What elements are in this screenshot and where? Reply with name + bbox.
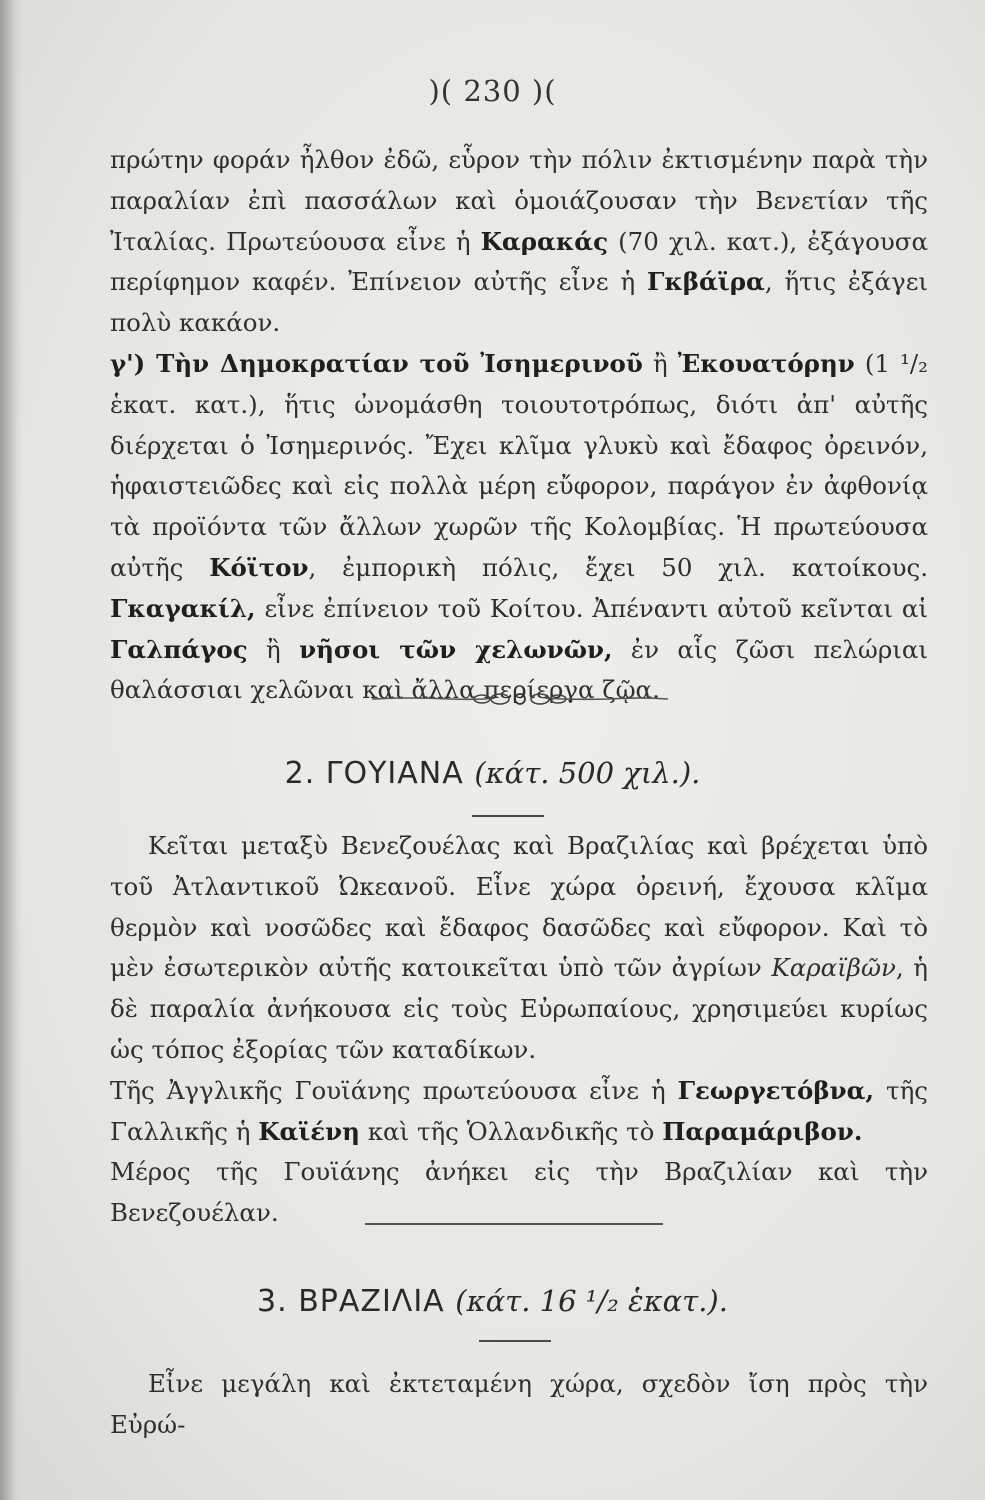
paragraph: πρώτην φοράν ἦλθον ἐδῶ, εὗρον τὴν πόλιν ἐκτισμένην παρὰ τὴν παραλίαν ἐπὶ πασσάλων καὶ ὁμοιάζουσαν τὴν Βενετίαν τῆς Ἰταλίας. Πρωτεύουσα εἶνε ἡ Καρακάς (70 χιλ. κατ.), ἐξάγουσα περίφημον καφέν. Ἐπίνειον αὐτῆς εἶνε ἡ Γκβάϊρα, ἥτις ἐξάγει πολὺ κακάον.	[110, 145, 928, 338]
place-name: Καϊένη	[258, 1116, 360, 1146]
place-name: Καρακάς	[480, 226, 609, 256]
text-block-colombia	[110, 140, 928, 711]
paragraph: Τῆς Ἀγγλικῆς Γουϊάνης πρωτεύουσα εἶνε ἡ Γεωργετόβνα, τῆς Γαλλικῆς ἡ Καϊένη καὶ τῆς Ὁλλανδικῆς τὸ Παραμάριβον.	[110, 1075, 928, 1146]
ornament-divider	[370, 684, 670, 714]
text-block-brazil	[110, 1364, 928, 1446]
people-name: Καραϊβῶν	[771, 953, 896, 983]
section-number: 3.	[257, 1284, 288, 1319]
heading-underline	[472, 815, 544, 817]
page-number-header: )( 230 )(	[428, 74, 557, 108]
subsection-heading: γ') Τὴν Δημοκρατίαν τοῦ Ἰσημερινοῦ	[110, 348, 643, 378]
section-title: ΓΟΥΙΑΝΑ	[325, 756, 464, 791]
place-name: Γαλπάγος	[110, 634, 248, 664]
place-name: Ἐκουατόρην	[677, 348, 855, 378]
section-area: (κάτ. 500 χιλ.).	[474, 756, 701, 790]
section-heading-guiana	[0, 756, 985, 791]
place-name: Γεωργετόβνα,	[677, 1075, 875, 1105]
section-number: 2.	[284, 756, 316, 791]
place-name: νῆσοι τῶν χελωνῶν,	[299, 634, 613, 664]
section-title: ΒΡΑΖΙΛΙΑ	[298, 1284, 445, 1319]
section-area: (κάτ. 16 ¹/₂ ἑκατ.).	[455, 1284, 728, 1318]
place-name: Κόϊτον	[209, 552, 309, 582]
text-block-guiana	[110, 826, 928, 1234]
paragraph: Μέρος τῆς Γουϊάνης ἀνήκει εἰς τὴν Βραζιλίαν καὶ τὴν Βενεζουέλαν.	[110, 1157, 928, 1228]
section-divider	[365, 1223, 663, 1225]
paragraph: γ') Τὴν Δημοκρατίαν τοῦ Ἰσημερινοῦ ἢ Ἐκουατόρην (1 ¹/₂ ἑκατ. κατ.), ἥτις ὠνομάσθη τοιουτοτρόπως, διότι ἀπ' αὐτῆς διέρχεται ὁ Ἰσημερινός. Ἔχει κλῖμα γλυκὺ καὶ ἔδαφος ὀρεινόν, ἡφαιστειῶδες καὶ εἰς πολλὰ μέρη εὔφορον, παράγον ἐν ἀφθονίᾳ τὰ προϊόντα τῶν ἄλλων χωρῶν τῆς Κολομβίας. Ἡ πρωτεύουσα αὐτῆς Κόϊτον, ἐμπορικὴ πόλις, ἔχει 50 χιλ. κατοίκους. Γκαγακίλ, εἶνε ἐπίνειον τοῦ Κοίτου. Ἀπέναντι αὐτοῦ κεῖνται αἱ Γαλπάγος ἢ νῆσοι τῶν χελωνῶν, ἐν αἷς ζῶσι πελώριαι θαλάσσιαι χελῶναι καὶ ἄλλα περίεργα ζῷα.	[110, 348, 929, 705]
place-name: Γκαγακίλ,	[110, 593, 256, 623]
page-binding-edge	[0, 0, 22, 1500]
place-name: Παραμάριβον.	[662, 1116, 863, 1146]
heading-underline	[479, 1340, 551, 1342]
paragraph: Κεῖται μεταξὺ Βενεζουέλας καὶ Βραζιλίας καὶ βρέχεται ὑπὸ τοῦ Ἀτλαντικοῦ Ὠκεανοῦ. Εἶνε χώρα ὀρεινή, ἔχουσα κλῖμα θερμὸν καὶ νοσῶδες καὶ ἔδαφος δασῶδες καὶ εὔφορον. Καὶ τὸ μὲν ἐσωτερικὸν αὐτῆς κατοικεῖται ὑπὸ τῶν ἀγρίων Καραϊβῶν, ἡ δὲ παραλία ἀνήκουσα εἰς τοὺς Εὐρωπαίους, χρησιμεύει κυρίως ὡς τόπος ἐξορίας τῶν καταδίκων.	[110, 831, 928, 1064]
section-heading-brazil	[0, 1284, 985, 1319]
paragraph: Εἶνε μεγάλη καὶ ἐκτεταμένη χώρα, σχεδὸν ἴση πρὸς τὴν Εὐρώ-	[110, 1369, 928, 1439]
place-name: Γκβάϊρα	[646, 267, 765, 297]
